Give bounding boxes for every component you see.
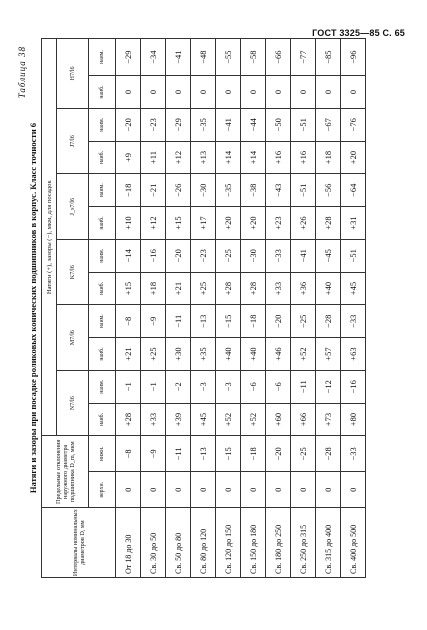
header-deviations: Предельные отклонения наружного диаметра подшипника D_m, мкм	[42, 436, 89, 508]
table-row	[191, 39, 216, 578]
table-cell: −20	[116, 108, 141, 141]
table-cell: +30	[166, 338, 191, 371]
table-cell: −33	[341, 305, 366, 338]
table-cell: 0	[216, 76, 241, 109]
table-title: Натяги и зазоры при посадке роликовых конических подшипников в корпус. Класс точности 6	[28, 122, 38, 494]
row-interval: Св. 150 до 180	[241, 508, 266, 578]
table-cell: −14	[116, 239, 141, 272]
table-row	[316, 39, 341, 578]
table-cell: −26	[166, 174, 191, 207]
header-min: наим.	[89, 174, 116, 207]
table-cell: +52	[291, 338, 316, 371]
table-cell: +28	[116, 403, 141, 436]
header-max: наиб.	[89, 272, 116, 305]
table-cell: +57	[316, 338, 341, 371]
table-cell: −3	[191, 370, 216, 403]
table-row	[116, 39, 141, 578]
table-cell: +40	[216, 338, 241, 371]
table-cell: +80	[341, 403, 366, 436]
table-cell: −41	[166, 39, 191, 76]
table-cell: −11	[166, 436, 191, 472]
table-cell: −58	[241, 39, 266, 76]
table-cell: 0	[241, 76, 266, 109]
table-cell: −15	[216, 436, 241, 472]
table-cell: −96	[341, 39, 366, 76]
table-row	[291, 39, 316, 578]
table-cell: −20	[266, 436, 291, 472]
table-cell: −8	[116, 305, 141, 338]
table-cell: +40	[316, 272, 341, 305]
table-cell: −23	[191, 239, 216, 272]
table-body	[116, 39, 366, 578]
table-cell: −66	[266, 39, 291, 76]
table-cell: 0	[166, 76, 191, 109]
header-fit: J_s7/l6	[57, 174, 89, 240]
table-cell: +66	[291, 403, 316, 436]
table-cell: +13	[191, 141, 216, 174]
table-cell: +73	[316, 403, 341, 436]
table-cell: +17	[191, 207, 216, 240]
table-cell: −12	[316, 370, 341, 403]
table-cell: −51	[341, 239, 366, 272]
table-cell: 0	[116, 472, 141, 508]
table-cell: −30	[241, 239, 266, 272]
header-upper: верхн.	[89, 472, 116, 508]
table-cell: 0	[191, 472, 216, 508]
table-cell: +20	[241, 207, 266, 240]
table-cell: +20	[341, 141, 366, 174]
header-max: наиб.	[89, 76, 116, 109]
table-cell: −2	[166, 370, 191, 403]
table-cell: −25	[291, 436, 316, 472]
header-fit: M7/l6	[57, 305, 89, 371]
table-cell: 0	[316, 472, 341, 508]
table-cell: +18	[141, 272, 166, 305]
table-cell: −43	[266, 174, 291, 207]
table-cell: +40	[241, 338, 266, 371]
table-cell: −48	[191, 39, 216, 76]
table-cell: 0	[141, 76, 166, 109]
table-cell: −34	[141, 39, 166, 76]
table-cell: −16	[141, 239, 166, 272]
table-cell: −77	[291, 39, 316, 76]
header-min: наим.	[89, 108, 116, 141]
table-cell: −20	[166, 239, 191, 272]
table-cell: +33	[266, 272, 291, 305]
table-cell: −29	[166, 108, 191, 141]
table-cell: 0	[141, 472, 166, 508]
table-cell: −16	[341, 370, 366, 403]
row-interval: Св. 120 до 150	[216, 508, 241, 578]
table-cell: +36	[291, 272, 316, 305]
table-cell: −67	[316, 108, 341, 141]
header-max: наиб.	[89, 338, 116, 371]
table-cell: −55	[216, 39, 241, 76]
table-cell: −51	[291, 174, 316, 207]
table-cell: −29	[116, 39, 141, 76]
table-row	[241, 39, 266, 578]
table-cell: +45	[191, 403, 216, 436]
table-cell: +15	[116, 272, 141, 305]
row-interval: Св. 250 до 315	[291, 508, 316, 578]
fits-table	[41, 38, 366, 578]
table-cell: +21	[116, 338, 141, 371]
table-cell: 0	[166, 472, 191, 508]
table-cell: −11	[291, 370, 316, 403]
table-number: Таблица 38	[17, 46, 27, 99]
table-cell: −41	[291, 239, 316, 272]
table-cell: −51	[291, 108, 316, 141]
header-min: наим.	[89, 305, 116, 338]
header-min: наим.	[89, 370, 116, 403]
table-cell: +16	[266, 141, 291, 174]
table-cell: −8	[116, 436, 141, 472]
table-cell: 0	[116, 76, 141, 109]
table-cell: −25	[216, 239, 241, 272]
table-cell: +21	[166, 272, 191, 305]
table-cell: +25	[191, 272, 216, 305]
table-cell: +20	[216, 207, 241, 240]
table-cell: −56	[316, 174, 341, 207]
table-cell: +25	[141, 338, 166, 371]
table-row	[266, 39, 291, 578]
table-cell: −30	[191, 174, 216, 207]
table-cell: +16	[291, 141, 316, 174]
table-cell: −21	[141, 174, 166, 207]
row-interval: Св. 400 до 500	[341, 508, 366, 578]
table-cell: −3	[216, 370, 241, 403]
table-cell: −85	[316, 39, 341, 76]
table-cell: −35	[191, 108, 216, 141]
header-interval: Интервалы номинальных диаметров D, мм	[42, 508, 116, 578]
header-max: наиб.	[89, 207, 116, 240]
table-cell: +33	[141, 403, 166, 436]
table-cell: −38	[241, 174, 266, 207]
table-cell: −13	[191, 305, 216, 338]
row-interval: Св. 315 до 400	[316, 508, 341, 578]
table-cell: +10	[116, 207, 141, 240]
table-cell: −41	[216, 108, 241, 141]
row-interval: От 18 до 30	[116, 508, 141, 578]
table-cell: 0	[341, 472, 366, 508]
table-cell: +52	[216, 403, 241, 436]
table-cell: −35	[216, 174, 241, 207]
table-cell: +18	[316, 141, 341, 174]
table-cell: +45	[341, 272, 366, 305]
table-cell: +12	[166, 141, 191, 174]
table-cell: +52	[241, 403, 266, 436]
row-interval: Св. 30 до 50	[141, 508, 166, 578]
table-cell: +39	[166, 403, 191, 436]
table-cell: −45	[316, 239, 341, 272]
table-cell: −13	[191, 436, 216, 472]
table-cell: −1	[141, 370, 166, 403]
table-cell: −18	[116, 174, 141, 207]
header-fit: K7/l6	[57, 239, 89, 305]
page-header: ГОСТ 3325—85 С. 65	[312, 28, 405, 38]
table-cell: −6	[241, 370, 266, 403]
table-cell: 0	[191, 76, 216, 109]
table-cell: −33	[341, 436, 366, 472]
table-cell: 0	[216, 472, 241, 508]
table-cell: 0	[266, 76, 291, 109]
table-cell: 0	[291, 76, 316, 109]
table-cell: −18	[241, 305, 266, 338]
table-row	[216, 39, 241, 578]
table-title-block	[17, 38, 39, 578]
table-cell: +46	[266, 338, 291, 371]
header-max: наиб.	[89, 403, 116, 436]
row-interval: Св. 50 до 80	[166, 508, 191, 578]
header-max: наиб.	[89, 141, 116, 174]
table-cell: +35	[191, 338, 216, 371]
header-fits-group: Натяги (+), зазоры (−), мкм, для посадок	[42, 39, 57, 436]
row-interval: Св. 180 до 250	[266, 508, 291, 578]
header-min: наим.	[89, 239, 116, 272]
header-min: наим.	[89, 39, 116, 76]
header-fit: N7/l6	[57, 370, 89, 436]
table-cell: 0	[341, 76, 366, 109]
table-cell: +9	[116, 141, 141, 174]
table-cell: −11	[166, 305, 191, 338]
table-cell: +60	[266, 403, 291, 436]
table-cell: −15	[216, 305, 241, 338]
table-cell: +11	[141, 141, 166, 174]
table-row	[166, 39, 191, 578]
table-cell: 0	[291, 472, 316, 508]
table-cell: 0	[266, 472, 291, 508]
table-cell: −18	[241, 436, 266, 472]
table-cell: −6	[266, 370, 291, 403]
table-cell: 0	[241, 472, 266, 508]
table-cell: +63	[341, 338, 366, 371]
table-cell: +15	[166, 207, 191, 240]
table-cell: +28	[316, 207, 341, 240]
table-cell: −28	[316, 305, 341, 338]
table-cell: −9	[141, 305, 166, 338]
table-cell: +12	[141, 207, 166, 240]
table-cell: −64	[341, 174, 366, 207]
header-fit: J7/l6	[57, 108, 89, 174]
rotated-table-block	[17, 38, 412, 578]
table-cell: +31	[341, 207, 366, 240]
table-cell: −33	[266, 239, 291, 272]
table-row	[141, 39, 166, 578]
table-cell: −9	[141, 436, 166, 472]
table-cell: +28	[216, 272, 241, 305]
row-interval: Св. 80 до 120	[191, 508, 216, 578]
table-cell: +14	[216, 141, 241, 174]
table-cell: −50	[266, 108, 291, 141]
table-cell: +14	[241, 141, 266, 174]
table-cell: +26	[291, 207, 316, 240]
header-fit: H7/l6	[57, 39, 89, 109]
table-cell: −20	[266, 305, 291, 338]
table-cell: +23	[266, 207, 291, 240]
table-cell: 0	[316, 76, 341, 109]
table-cell: +28	[241, 272, 266, 305]
table-cell: −44	[241, 108, 266, 141]
table-cell: −23	[141, 108, 166, 141]
table-row	[341, 39, 366, 578]
table-cell: −25	[291, 305, 316, 338]
header-lower: нижн.	[89, 436, 116, 472]
table-cell: −1	[116, 370, 141, 403]
table-cell: −76	[341, 108, 366, 141]
table-cell: −28	[316, 436, 341, 472]
